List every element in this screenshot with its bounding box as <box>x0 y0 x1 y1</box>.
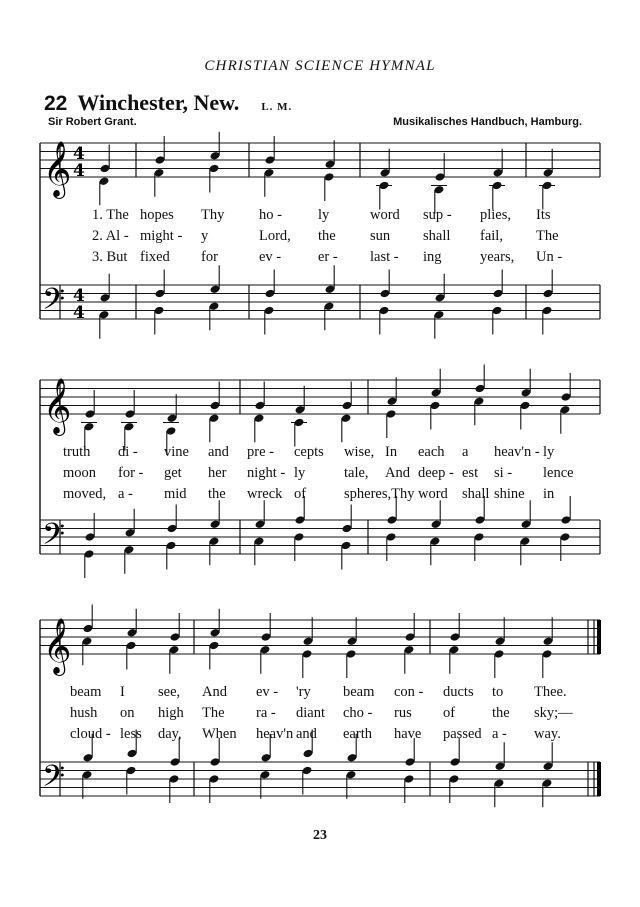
lyric-syllable: When <box>202 726 237 742</box>
lyric-syllable: in <box>543 486 555 502</box>
lyric-syllable: mid <box>164 486 187 502</box>
time-signature-top: 4 <box>73 286 85 306</box>
lyric-line <box>0 486 640 504</box>
lyric-syllable: sun <box>370 228 391 244</box>
lyric-syllable: 1. The <box>92 207 129 223</box>
lyric-syllable: ly <box>543 444 555 460</box>
hymn-tune-name: Winchester, New. <box>77 90 240 115</box>
lyric-syllable: might - <box>140 228 183 244</box>
lyric-syllable: est <box>462 465 479 481</box>
lyric-syllable: moon <box>63 465 97 481</box>
lyric-syllable: sup - <box>423 207 452 223</box>
lyric-line <box>0 684 640 702</box>
lyric-syllable: passed <box>443 726 482 742</box>
lyric-syllable: And <box>202 684 227 700</box>
lyric-syllable: Thee. <box>534 684 567 700</box>
lyric-syllable: ev - <box>256 684 279 700</box>
lyric-syllable: less <box>120 726 142 742</box>
lyric-syllable: for <box>201 249 218 265</box>
lyric-syllable: si - <box>494 465 513 481</box>
lyric-syllable: wreck <box>247 486 283 502</box>
lyric-syllable: beam <box>343 684 375 700</box>
time-signature-bottom: 4 <box>73 303 85 323</box>
lyric-syllable: high <box>158 705 184 721</box>
lyric-line <box>0 726 640 744</box>
lyric-syllable: of <box>294 486 307 502</box>
lyric-syllable: con - <box>394 684 424 700</box>
lyric-line <box>0 705 640 723</box>
lyric-syllable: In <box>385 444 398 460</box>
lyric-syllable: ho - <box>259 207 282 223</box>
lyric-syllable: shall <box>462 486 490 502</box>
hymn-meter: L. M. <box>261 101 293 113</box>
lyric-syllable: lence <box>543 465 574 481</box>
lyric-syllable: ing <box>423 249 442 265</box>
treble-clef-icon: 𝄞 <box>43 378 72 434</box>
lyric-syllable: and <box>296 726 317 742</box>
lyric-syllable: beam <box>70 684 102 700</box>
lyric-line <box>0 207 640 225</box>
lyric-syllable: the <box>318 228 336 244</box>
lyric-syllable: spheres,Thy <box>344 486 415 502</box>
lyric-syllable: to <box>492 684 504 700</box>
lyric-syllable: diant <box>296 705 325 721</box>
lyric-line <box>0 465 640 483</box>
lyric-syllable: of <box>443 705 456 721</box>
lyric-syllable: her <box>208 465 227 481</box>
lyric-syllable: The <box>202 705 225 721</box>
lyric-syllable: heav'n <box>256 726 294 742</box>
lyric-syllable: ly <box>318 207 330 223</box>
lyric-syllable: Thy <box>201 207 225 223</box>
music-source: Musikalisches Handbuch, Hamburg. <box>393 116 582 128</box>
lyric-syllable: sky;— <box>534 705 573 721</box>
lyric-syllable: 3. But <box>92 249 128 265</box>
lyric-syllable: fixed <box>140 249 170 265</box>
lyric-syllable: And <box>385 465 410 481</box>
lyric-syllable: vine <box>164 444 189 460</box>
time-signature-bottom: 4 <box>73 161 85 181</box>
lyric-syllable: Un - <box>536 249 563 265</box>
lyric-syllable: 'ry <box>296 684 311 700</box>
lyric-syllable: cloud - <box>70 726 111 742</box>
lyric-syllable: the <box>208 486 226 502</box>
lyric-syllable: shine <box>494 486 525 502</box>
lyric-syllable: day, <box>158 726 182 742</box>
lyric-syllable: cepts <box>294 444 324 460</box>
lyric-syllable: word <box>418 486 448 502</box>
lyric-syllable: each <box>418 444 445 460</box>
lyric-syllable: tale, <box>344 465 369 481</box>
lyric-syllable: moved, <box>63 486 107 502</box>
lyric-syllable: truth <box>63 444 91 460</box>
lyric-syllable: di - <box>118 444 138 460</box>
treble-clef-icon: 𝄞 <box>43 618 72 674</box>
final-bar-thick <box>597 620 601 654</box>
lyric-syllable: years, <box>480 249 515 265</box>
lyric-syllable: earth <box>343 726 372 742</box>
lyric-syllable: hopes <box>140 207 174 223</box>
bass-clef-icon: 𝄢 <box>42 760 66 801</box>
lyric-syllable: Its <box>536 207 551 223</box>
bass-clef-icon: 𝄢 <box>42 518 66 559</box>
lyric-syllable: cho - <box>343 705 373 721</box>
time-signature-top: 4 <box>73 144 85 164</box>
words-author: Sir Robert Grant. <box>48 116 137 128</box>
lyric-syllable: a - <box>118 486 133 502</box>
lyric-syllable: wise, <box>344 444 375 460</box>
lyric-syllable: ev - <box>259 249 282 265</box>
bass-clef-icon: 𝄢 <box>42 283 66 324</box>
lyric-syllable: heav'n - <box>494 444 540 460</box>
lyric-syllable: the <box>492 705 510 721</box>
hymn-number: 22 <box>44 92 68 115</box>
lyric-syllable: Lord, <box>259 228 291 244</box>
lyric-line <box>0 444 640 462</box>
lyric-syllable: for - <box>118 465 144 481</box>
lyric-syllable: way. <box>534 726 561 742</box>
page-number: 23 <box>313 828 327 843</box>
lyric-syllable: fail, <box>480 228 503 244</box>
lyric-syllable: last - <box>370 249 399 265</box>
lyric-syllable: have <box>394 726 422 742</box>
lyric-syllable: ducts <box>443 684 474 700</box>
lyric-syllable: The <box>536 228 559 244</box>
final-bar-thick <box>597 762 601 796</box>
lyric-syllable: hush <box>70 705 98 721</box>
lyric-syllable: and <box>208 444 229 460</box>
lyric-syllable: a - <box>492 726 507 742</box>
lyric-syllable: night - <box>247 465 286 481</box>
running-head: CHRISTIAN SCIENCE HYMNAL <box>204 58 436 74</box>
lyric-syllable: pre - <box>247 444 274 460</box>
lyric-syllable: see, <box>158 684 181 700</box>
lyric-syllable: y <box>201 228 209 244</box>
lyric-syllable: plies, <box>480 207 512 223</box>
lyric-line <box>0 249 640 267</box>
lyric-syllable: ly <box>294 465 306 481</box>
treble-clef-icon: 𝄞 <box>43 141 72 197</box>
lyric-syllable: a <box>462 444 469 460</box>
lyric-syllable: ra - <box>256 705 276 721</box>
lyric-line <box>0 228 640 246</box>
lyric-syllable: get <box>164 465 182 481</box>
lyric-syllable: on <box>120 705 135 721</box>
lyric-syllable: word <box>370 207 400 223</box>
lyric-syllable: deep - <box>418 465 454 481</box>
lyric-syllable: rus <box>394 705 412 721</box>
lyric-syllable: 2. Al - <box>92 228 129 244</box>
lyric-syllable: shall <box>423 228 451 244</box>
lyric-syllable: I <box>120 684 125 700</box>
lyric-syllable: er - <box>318 249 338 265</box>
